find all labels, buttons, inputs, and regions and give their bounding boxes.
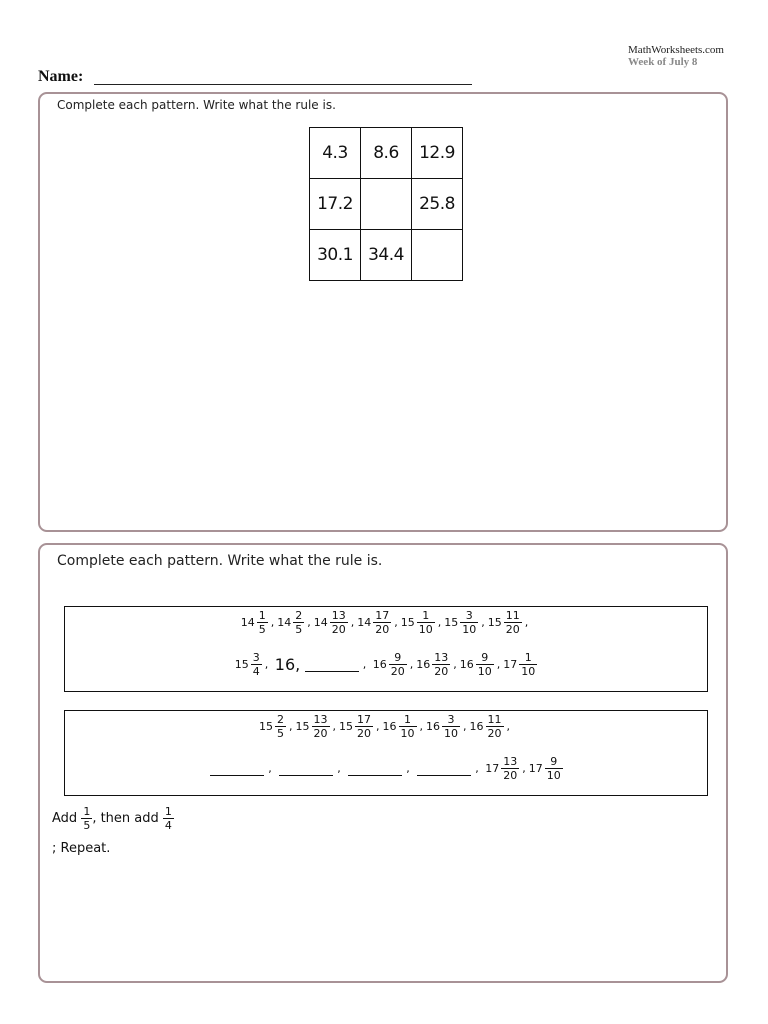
- mixed-number: 15 $\frac{3}{10}$: [444, 609, 477, 636]
- given-value: 16,: [274, 655, 301, 674]
- mixed-number: 16 $\frac{3}{10}$: [426, 713, 458, 740]
- grid-cell-blank[interactable]: [361, 179, 412, 230]
- mixed-number: 15 $\frac{13}{20}$: [295, 713, 328, 740]
- rule-answer: Add $\frac{1}{5}$ , then add $\frac{1}{4}$: [52, 805, 172, 832]
- mixed-number: 16 $\frac{13}{20}$: [416, 651, 449, 678]
- grid-cell: 4.3: [310, 128, 361, 179]
- site-credit: [628, 44, 724, 68]
- answer-blank[interactable]: [305, 657, 359, 672]
- mixed-number: 14 $\frac{2}{5}$: [277, 609, 303, 636]
- grid-cell: 8.6: [361, 128, 412, 179]
- grid-cell: 12.9: [412, 128, 463, 179]
- answer-blank[interactable]: [417, 761, 471, 776]
- week-label: Week of July 8: [628, 56, 698, 68]
- mixed-number: 14 $\frac{17}{20}$: [357, 609, 390, 636]
- mixed-number: 15 $\frac{17}{20}$: [339, 713, 371, 740]
- answer-blank[interactable]: [348, 761, 402, 776]
- mixed-number: 17 $\frac{9}{10}$: [528, 755, 561, 782]
- mixed-number: 16 $\frac{11}{20}$: [469, 713, 502, 740]
- mixed-number: 17 $\frac{13}{20}$: [485, 755, 518, 782]
- name-label: Name:: [38, 68, 84, 85]
- grid-cell-blank[interactable]: [412, 230, 463, 281]
- pattern-box-1: [64, 606, 708, 692]
- pattern-2-row-2: , , , , 17 $\frac{13}{20}$ , 17 $\frac{9}{10}$: [65, 755, 707, 782]
- mixed-number: 14 $\frac{1}{5}$: [240, 609, 266, 636]
- pattern-2-row-2-terms: 17 $\frac{13}{20}$ , 17 $\frac{9}{10}$: [485, 755, 561, 782]
- pattern-panel-fractions: [38, 543, 728, 983]
- mixed-number: 15 $\frac{11}{20}$: [487, 609, 520, 636]
- grid-cell: 30.1: [310, 230, 361, 281]
- answer-blank[interactable]: [210, 761, 264, 776]
- rule-answer-suffix: ; Repeat.: [52, 841, 111, 856]
- grid-cell: 25.8: [412, 179, 463, 230]
- site-name: MathWorksheets.com: [628, 44, 724, 56]
- pattern-1-row-2-terms: 16 $\frac{9}{20}$ , 16 $\frac{13}{20}$ , 16 $\frac{9}{10}$ , 17 $\frac{1}{10}$: [372, 651, 536, 678]
- grid-cell: 34.4: [361, 230, 412, 281]
- answer-blank[interactable]: [279, 761, 333, 776]
- instruction-text: Complete each pattern. Write what the rule is.: [57, 98, 336, 112]
- grid-cell: 17.2: [310, 179, 361, 230]
- fraction: $\frac{1}{5}$: [83, 805, 91, 832]
- mixed-number: 16 $\frac{9}{20}$: [372, 651, 405, 678]
- mixed-number: 15 $\frac{2}{5}$: [259, 713, 284, 740]
- number-grid: [309, 127, 463, 281]
- mixed-number: 15 $\frac{3}{4}$: [234, 651, 260, 678]
- name-field-line[interactable]: [94, 84, 472, 85]
- mixed-number: 17 $\frac{1}{10}$: [503, 651, 536, 678]
- mixed-number: 16 $\frac{1}{10}$: [382, 713, 415, 740]
- pattern-2-row-1: 15 $\frac{2}{5}$ , 15 $\frac{13}{20}$ , 15 $\frac{17}{20}$ , 16 $\frac{1}{10}$ , 16 $\frac{3}{10}$ , 16 $\frac{11}{20}$ ,: [259, 713, 510, 740]
- mixed-number: 14 $\frac{13}{20}$: [313, 609, 346, 636]
- pattern-box-2: [64, 710, 708, 796]
- pattern-panel-grid: [38, 92, 728, 532]
- fraction: $\frac{1}{4}$: [164, 805, 172, 832]
- instruction-text: Complete each pattern. Write what the rule is.: [57, 553, 383, 569]
- mixed-number: 16 $\frac{9}{10}$: [459, 651, 492, 678]
- pattern-1-row-1: 14 $\frac{1}{5}$ , 14 $\frac{2}{5}$ , 14 $\frac{13}{20}$ , 14 $\frac{17}{20}$ , 15 $\frac{1}{10}$ , 15 $\frac{3}{10}$ , 15 $\frac{11}{20}$ ,: [240, 609, 529, 636]
- pattern-1-row-2: 15 $\frac{3}{4}$ , 16, , 16 $\frac{9}{20}$ , 16 $\frac{13}{20}$ , 16 $\frac{9}{10}$ , 17 $\frac{1}{10}$: [234, 651, 536, 678]
- mixed-number: 15 $\frac{1}{10}$: [400, 609, 433, 636]
